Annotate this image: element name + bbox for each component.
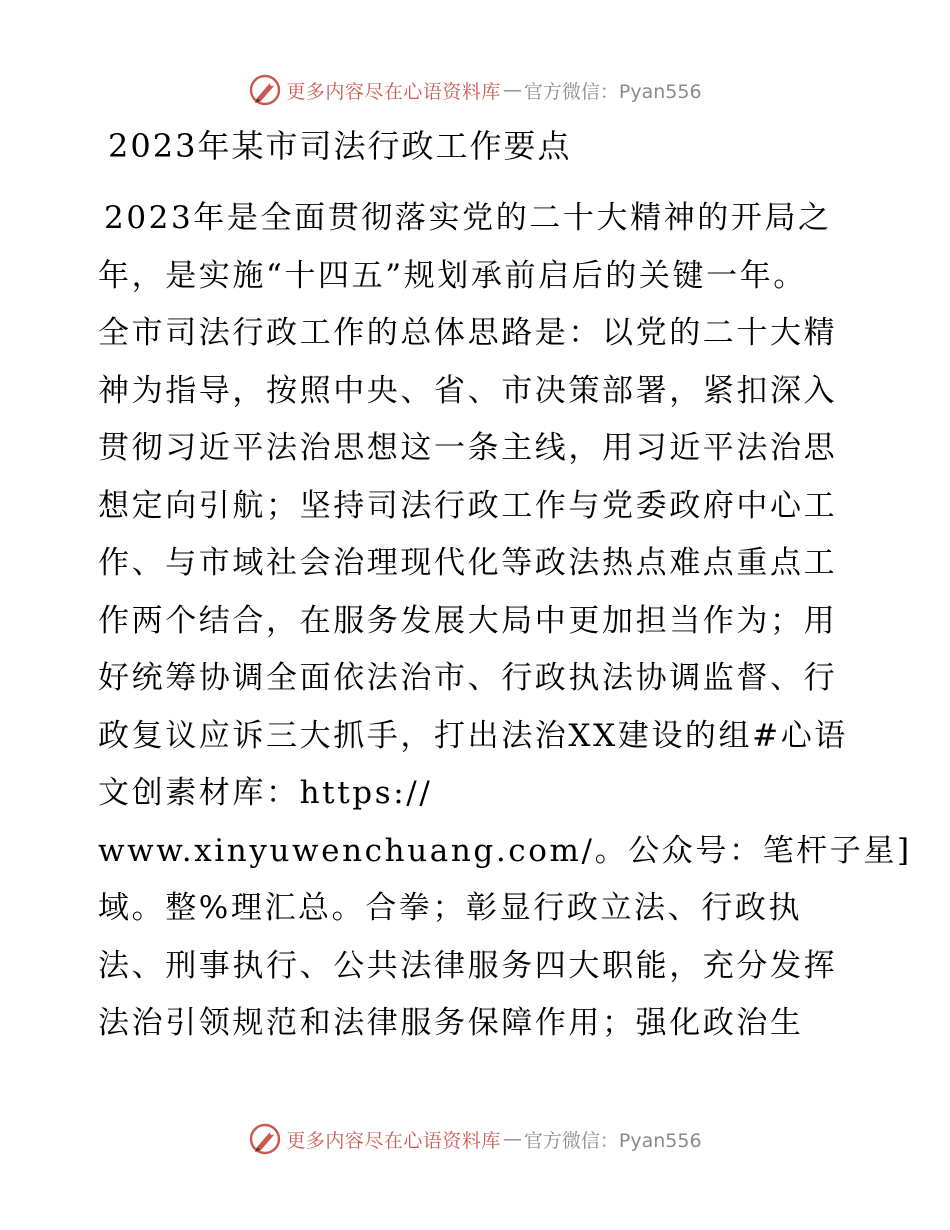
body-line: 法、刑事执行、公共法律服务四大职能，充分发挥 bbox=[98, 947, 838, 984]
watermark-separator: — bbox=[502, 79, 522, 101]
watermark-text: 更多内容尽在心语资料库 bbox=[286, 1129, 501, 1152]
body-line-url-start: 文创素材库：https:// bbox=[98, 775, 433, 811]
body-line: 域。整%理汇总。合拳；彰显行政立法、行政执 bbox=[98, 890, 803, 926]
document-title: 2023年某市司法行政工作要点 bbox=[108, 127, 572, 165]
body-line: 2023年是全面贯彻落实党的二十大精神的开局之 bbox=[104, 200, 832, 236]
body-line: 政复议应诉三大抓手，打出法治XX建设的组#心语 bbox=[98, 717, 848, 754]
watermark-wechat: 官方微信：Pyan556 bbox=[523, 1129, 702, 1152]
watermark-wechat: 官方微信：Pyan556 bbox=[523, 80, 702, 103]
watermark-text: 更多内容尽在心语资料库 bbox=[286, 80, 501, 103]
body-line: 想定向引航；坚持司法行政工作与党委政府中心工 bbox=[98, 487, 838, 524]
body-line: 法治引领规范和法律服务保障作用；强化政治生 bbox=[98, 1005, 804, 1041]
body-line: 神为指导，按照中央、省、市决策部署，紧扣深入 bbox=[98, 372, 838, 409]
watermark-separator: — bbox=[502, 1128, 522, 1150]
document-body bbox=[98, 190, 912, 1053]
body-line: 全市司法行政工作的总体思路是：以党的二十大精 bbox=[98, 315, 838, 351]
body-line: 好统筹协调全面依法治市、行政执法协调监督、行 bbox=[98, 660, 838, 696]
footer-watermark bbox=[0, 1122, 950, 1156]
body-line: 年，是实施“十四五”规划承前启后的关键一年。 bbox=[98, 257, 807, 294]
body-line: 贯彻习近平法治思想这一条主线，用习近平法治思 bbox=[98, 430, 838, 466]
pen-logo-icon bbox=[248, 1122, 282, 1156]
header-watermark bbox=[0, 73, 950, 107]
body-line-url: www.xinyuwenchuang.com/。公众号：笔杆子星] bbox=[98, 832, 912, 869]
body-line: 作两个结合，在服务发展大局中更加担当作为；用 bbox=[98, 602, 838, 639]
body-line: 作、与市域社会治理现代化等政法热点难点重点工 bbox=[98, 545, 838, 581]
pen-logo-icon bbox=[248, 73, 282, 107]
